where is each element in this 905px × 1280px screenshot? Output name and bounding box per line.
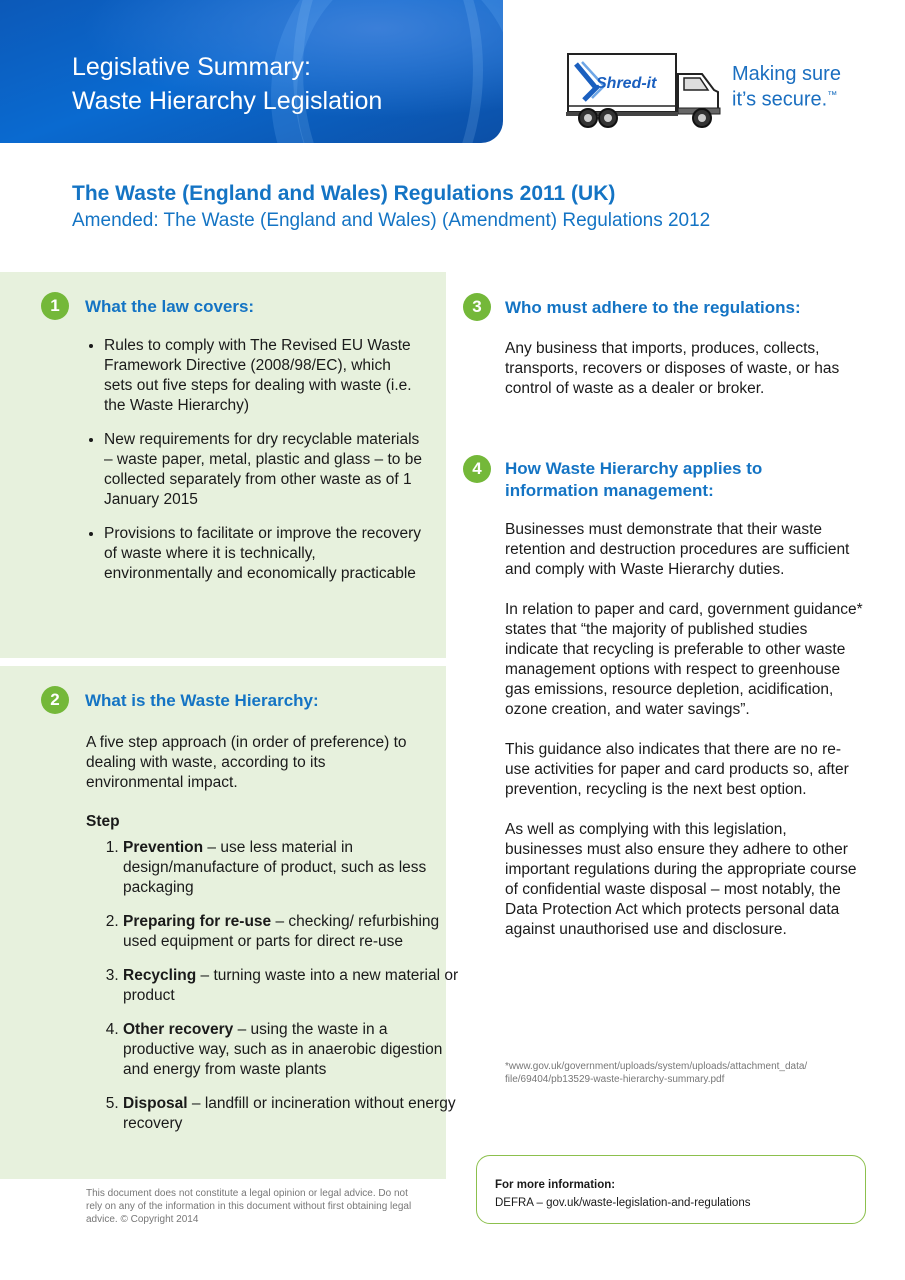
step-term: Other recovery bbox=[123, 1021, 234, 1038]
paragraph: As well as complying with this legislation, businesses must also ensure they adhere to other important regulations during the appropriate course of confidential waste disposal – most notably, the Data Protection Act which protects personal data against unauthorised use and disclosure. bbox=[505, 821, 857, 938]
regulation-title: The Waste (England and Wales) Regulations 2011 (UK) bbox=[72, 182, 616, 205]
section1-number-badge: 1 bbox=[41, 292, 69, 320]
trademark-mark: ™ bbox=[827, 90, 838, 101]
step-term: Prevention bbox=[123, 839, 204, 856]
section2-intro: A five step approach (in order of preference) to dealing with waste, according to its environmental impact. bbox=[86, 734, 407, 791]
list-item bbox=[123, 1094, 463, 1134]
step-desc: – checking/ refurbishing used equipment or parts for direct re-use bbox=[123, 913, 440, 950]
list-item bbox=[123, 966, 463, 1006]
list-item: • Rules to comply with The Revised EU Waste Framework Directive (2008/98/EC), which sets out five steps for dealing with waste (i.e. the Waste Hierarchy) bbox=[104, 336, 422, 416]
section2-heading: What is the Waste Hierarchy: bbox=[85, 691, 319, 710]
section3-heading: Who must adhere to the regulations: bbox=[505, 298, 801, 317]
footnote: *www.gov.uk/government/uploads/system/uploads/attachment_data/ file/69404/pb13529-waste-hierarchy-summary.pdf bbox=[505, 1061, 808, 1085]
step-term: Disposal bbox=[123, 1095, 188, 1112]
step-term: Recycling bbox=[123, 967, 197, 984]
waste-hierarchy-steps bbox=[86, 838, 463, 1148]
page-title-line2: Waste Hierarchy Legislation bbox=[72, 87, 383, 115]
list-item bbox=[123, 1020, 463, 1080]
list-item bbox=[123, 912, 463, 952]
paragraph: In relation to paper and card, government guidance* states that “the majority of published studies indicate that recycling is preferable to other waste management options with respect to greenhouse gas emissions, resource depletion, acidification, ozone creation, and water savings”. bbox=[505, 601, 863, 718]
list-item: • New requirements for dry recyclable materials – waste paper, metal, plastic and glass – to be collected separately from other waste as of 1 January 2015 bbox=[104, 430, 422, 510]
more-info-heading: For more information: bbox=[495, 1179, 616, 1191]
section1-bullet-list bbox=[82, 336, 422, 598]
step-desc: – use less material in design/manufacture of product, such as less packaging bbox=[123, 839, 427, 896]
section3-body: Any business that imports, produces, collects, transports, recovers or disposes of waste, or has control of waste as a dealer or broker. bbox=[505, 340, 840, 397]
list-item bbox=[123, 838, 463, 898]
regulation-amended: Amended: The Waste (England and Wales) (Amendment) Regulations 2012 bbox=[72, 210, 711, 231]
section4-body bbox=[505, 520, 865, 960]
section4-heading bbox=[505, 458, 762, 502]
page-title-line1: Legislative Summary: bbox=[72, 53, 311, 81]
section2-number-badge: 2 bbox=[41, 686, 69, 714]
step-desc: – turning waste into a new material or product bbox=[123, 967, 459, 1004]
more-info-link[interactable]: DEFRA – gov.uk/waste-legislation-and-regulations bbox=[495, 1197, 751, 1209]
page-title bbox=[72, 50, 382, 118]
step-term: Preparing for re-use bbox=[123, 913, 272, 930]
list-item: • Provisions to facilitate or improve the recovery of waste where it is technically, environmentally and economically practicable bbox=[104, 524, 422, 584]
tagline-line1: Making sure bbox=[732, 63, 841, 85]
section3-number-badge: 3 bbox=[463, 293, 491, 321]
paragraph: This guidance also indicates that there are no re-use activities for paper and card products so, after prevention, recycling is the next best option. bbox=[505, 741, 849, 798]
svg-text:Shred-it: Shred-it bbox=[596, 75, 657, 92]
section1-heading: What the law covers: bbox=[85, 297, 255, 316]
section4-heading-line2: information management: bbox=[505, 481, 714, 500]
tagline-line2: it’s secure. bbox=[732, 88, 828, 111]
tagline bbox=[732, 64, 841, 111]
legal-disclaimer: This document does not constitute a legal opinion or legal advice. Do not rely on any of the information in this document without first obtaining legal advice. © Copyright 2014 bbox=[86, 1188, 412, 1225]
section4-heading-line1: How Waste Hierarchy applies to bbox=[505, 459, 763, 478]
step-label: Step bbox=[86, 813, 120, 830]
paragraph: Businesses must demonstrate that their waste retention and destruction procedures are sufficient and comply with Waste Hierarchy duties. bbox=[505, 521, 850, 578]
header-banner bbox=[0, 0, 503, 143]
section4-number-badge: 4 bbox=[463, 455, 491, 483]
more-info-box bbox=[476, 1155, 866, 1224]
step-desc: – using the waste in a productive way, such as in anaerobic digestion and energy from waste plants bbox=[123, 1021, 443, 1078]
shred-it-truck-logo bbox=[566, 52, 722, 130]
step-desc: – landfill or incineration without energy recovery bbox=[123, 1095, 456, 1132]
